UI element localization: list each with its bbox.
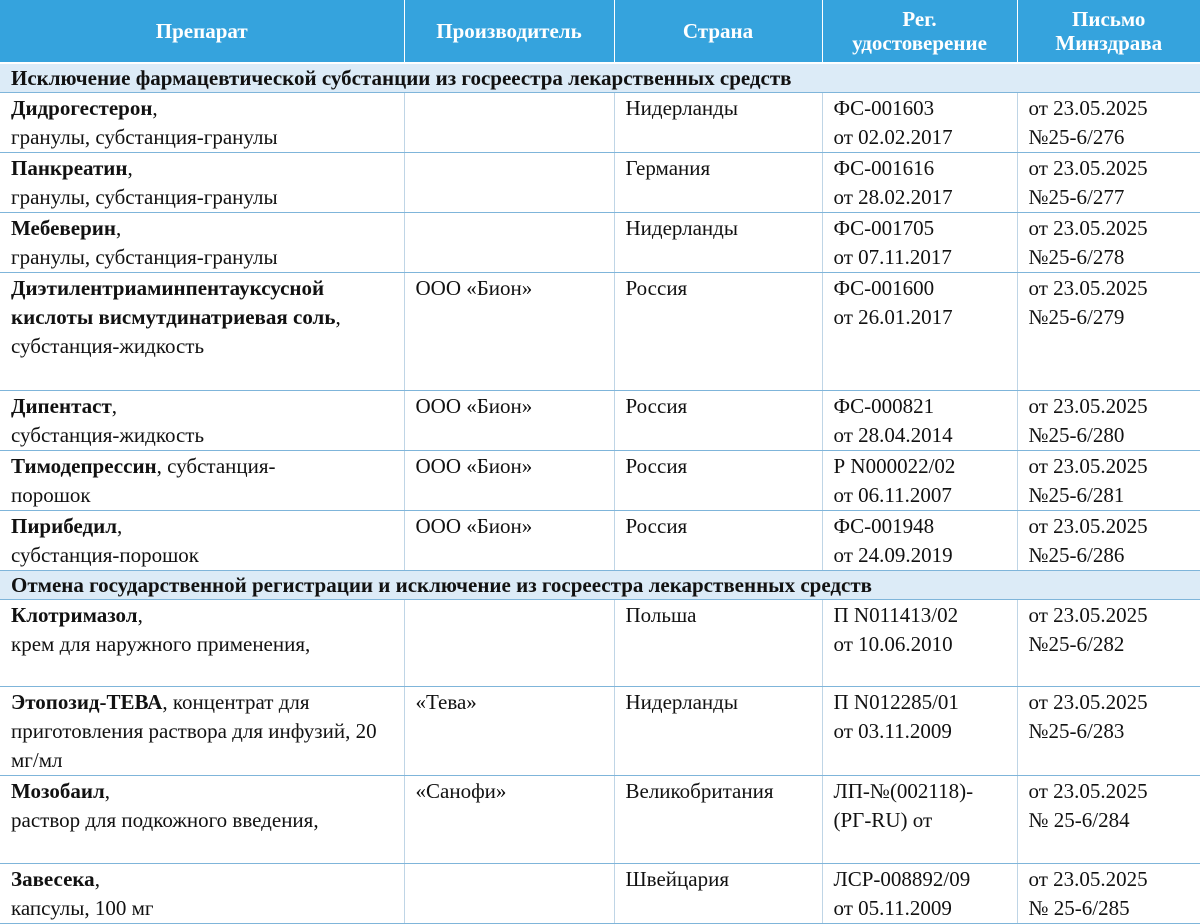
registration-cell: [822, 776, 1017, 864]
registration-cell: [822, 687, 1017, 776]
manufacturer-cell: [404, 600, 614, 687]
registration-cell: [822, 864, 1017, 924]
drug-cell: [0, 511, 404, 571]
letter-date: от 23.05.2025: [1028, 216, 1148, 240]
letter-cell: [1017, 776, 1200, 864]
drug-name: Панкреатин: [11, 156, 128, 180]
header-letter: [1017, 0, 1200, 63]
registration-date: от 24.09.2019: [833, 543, 953, 567]
letter-date: от 23.05.2025: [1028, 156, 1148, 180]
drug-name: Завесека: [11, 867, 95, 891]
registration-cell: [822, 93, 1017, 153]
drug-form: гранулы, субстанция-гранулы: [11, 125, 278, 149]
section-title: Исключение фармацевтической субстанции из госреестра лекарственных средств: [0, 63, 1200, 93]
letter-cell: [1017, 391, 1200, 451]
table-row: [0, 864, 1200, 924]
registration-cell: [822, 213, 1017, 273]
drug-name: Дипентаст: [11, 394, 112, 418]
drug-sep: ,: [104, 779, 110, 803]
table-row: [0, 213, 1200, 273]
registration-number: ФС-001603: [833, 96, 935, 120]
registration-number: ФС-001948: [833, 514, 935, 538]
letter-cell: [1017, 213, 1200, 273]
drug-cell: [0, 391, 404, 451]
drug-cell: [0, 864, 404, 924]
registration-cell: [822, 511, 1017, 571]
drug-form: субстанция-порошок: [11, 543, 200, 567]
letter-number: №25-6/280: [1028, 423, 1125, 447]
registration-date: от 05.11.2009: [833, 896, 952, 920]
drug-form: субстанция-жидкость: [11, 334, 205, 358]
letter-number: №25-6/276: [1028, 125, 1125, 149]
registration-number: ЛП-№(002118)-: [833, 779, 974, 803]
drug-cell: [0, 273, 404, 391]
country-cell: Россия: [614, 391, 822, 451]
table-row: [0, 600, 1200, 687]
country-cell: Нидерланды: [614, 93, 822, 153]
registration-date: от 28.02.2017: [833, 185, 953, 209]
table-row: [0, 687, 1200, 776]
letter-cell: [1017, 864, 1200, 924]
header-drug: Препарат: [0, 0, 404, 63]
letter-number: №25-6/277: [1028, 185, 1125, 209]
manufacturer-cell: ООО «Бион»: [404, 511, 614, 571]
letter-number: №25-6/282: [1028, 632, 1125, 656]
registration-cell: [822, 600, 1017, 687]
letter-date: от 23.05.2025: [1028, 867, 1148, 891]
letter-number: №25-6/283: [1028, 719, 1125, 743]
table-row: [0, 776, 1200, 864]
drug-cell: [0, 213, 404, 273]
manufacturer-cell: [404, 93, 614, 153]
drug-sep: ,: [335, 305, 341, 329]
letter-number: № 25-6/285: [1028, 896, 1130, 920]
drug-sep: ,: [152, 96, 158, 120]
drug-form: гранулы, субстанция-гранулы: [11, 245, 278, 269]
country-cell: Германия: [614, 153, 822, 213]
registration-cell: [822, 391, 1017, 451]
letter-number: №25-6/279: [1028, 305, 1125, 329]
country-cell: Россия: [614, 451, 822, 511]
registration-date: от 06.11.2007: [833, 483, 952, 507]
drug-form: крем для наружного применения,: [11, 632, 311, 656]
table-row: [0, 511, 1200, 571]
manufacturer-cell: «Тева»: [404, 687, 614, 776]
manufacturer-cell: «Санофи»: [404, 776, 614, 864]
table-header-row: [0, 0, 1200, 63]
letter-number: №25-6/281: [1028, 483, 1125, 507]
letter-cell: [1017, 687, 1200, 776]
drug-name: Мозобаил: [11, 779, 105, 803]
manufacturer-cell: [404, 153, 614, 213]
drug-name: Пирибедил: [11, 514, 117, 538]
drug-form: субстанция-жидкость: [11, 423, 205, 447]
letter-cell: [1017, 451, 1200, 511]
manufacturer-cell: ООО «Бион»: [404, 451, 614, 511]
manufacturer-cell: [404, 864, 614, 924]
registration-date: от 28.04.2014: [833, 423, 953, 447]
drug-form: порошок: [11, 483, 91, 507]
letter-cell: [1017, 273, 1200, 391]
registration-number: П N011413/02: [833, 603, 959, 627]
header-registration-line2: удостоверение: [852, 31, 987, 55]
registration-cell: [822, 153, 1017, 213]
registration-date: (РГ-RU) от: [833, 808, 933, 832]
registration-date: от 26.01.2017: [833, 305, 953, 329]
table-row: [0, 153, 1200, 213]
drug-sep: , субстанция-: [156, 454, 276, 478]
registration-number: П N012285/01: [833, 690, 959, 714]
drug-cell: [0, 451, 404, 511]
drug-form: капсулы, 100 мг: [11, 896, 154, 920]
registration-date: от 02.02.2017: [833, 125, 953, 149]
country-cell: Великобритания: [614, 776, 822, 864]
letter-cell: [1017, 153, 1200, 213]
letter-cell: [1017, 600, 1200, 687]
letter-date: от 23.05.2025: [1028, 276, 1148, 300]
table-row: [0, 273, 1200, 391]
registration-date: от 07.11.2017: [833, 245, 952, 269]
letter-date: от 23.05.2025: [1028, 603, 1148, 627]
table-row: [0, 93, 1200, 153]
registration-date: от 10.06.2010: [833, 632, 953, 656]
drug-cell: [0, 687, 404, 776]
letter-date: от 23.05.2025: [1028, 454, 1148, 478]
drug-form: гранулы, субстанция-гранулы: [11, 185, 278, 209]
drug-sep: ,: [111, 394, 118, 418]
registration-cell: [822, 451, 1017, 511]
country-cell: Россия: [614, 273, 822, 391]
section-row: [0, 63, 1200, 93]
drug-cell: [0, 776, 404, 864]
table-row: [0, 451, 1200, 511]
country-cell: Нидерланды: [614, 687, 822, 776]
registration-date: от 03.11.2009: [833, 719, 952, 743]
drug-name: Этопозид-ТЕВА: [11, 690, 163, 714]
registration-number: ФС-001616: [833, 156, 935, 180]
drug-name: Тимодепрессин: [11, 454, 157, 478]
country-cell: Нидерланды: [614, 213, 822, 273]
country-cell: Швейцария: [614, 864, 822, 924]
drug-name: Клотримазол: [11, 603, 138, 627]
drug-name: Дидрогестерон: [11, 96, 153, 120]
header-registration-line1: Рег.: [902, 7, 937, 31]
header-manufacturer: Производитель: [404, 0, 614, 63]
drug-form: приготовления раствора для инфузий, 20 мг/мл: [11, 719, 377, 772]
letter-number: №25-6/286: [1028, 543, 1125, 567]
letter-date: от 23.05.2025: [1028, 779, 1148, 803]
drug-sep: ,: [115, 216, 122, 240]
country-cell: Россия: [614, 511, 822, 571]
section-title: Отмена государственной регистрации и исключение из госреестра лекарственных средств: [0, 571, 1200, 600]
drug-cell: [0, 93, 404, 153]
drug-sep: , концентрат для: [162, 690, 310, 714]
header-letter-line2: Минздрава: [1055, 31, 1163, 55]
registration-number: Р N000022/02: [833, 454, 956, 478]
drug-name: Мебеверин: [11, 216, 116, 240]
header-letter-line1: Письмо: [1072, 7, 1146, 31]
section-row: [0, 571, 1200, 600]
drug-sep: ,: [94, 867, 100, 891]
registration-number: ФС-001705: [833, 216, 935, 240]
manufacturer-cell: ООО «Бион»: [404, 273, 614, 391]
drug-sep: ,: [137, 603, 143, 627]
header-country: Страна: [614, 0, 822, 63]
drug-sep: ,: [127, 156, 133, 180]
drug-sep: ,: [116, 514, 123, 538]
letter-number: №25-6/278: [1028, 245, 1125, 269]
registration-number: ФС-001600: [833, 276, 935, 300]
drug-cell: [0, 153, 404, 213]
registration-number: ФС-000821: [833, 394, 935, 418]
drug-cell: [0, 600, 404, 687]
country-cell: Польша: [614, 600, 822, 687]
letter-number: № 25-6/284: [1028, 808, 1130, 832]
letter-cell: [1017, 511, 1200, 571]
letter-date: от 23.05.2025: [1028, 96, 1148, 120]
header-registration: [822, 0, 1017, 63]
drug-form: раствор для подкожного введения,: [11, 808, 319, 832]
registration-cell: [822, 273, 1017, 391]
letter-cell: [1017, 93, 1200, 153]
letter-date: от 23.05.2025: [1028, 394, 1148, 418]
manufacturer-cell: ООО «Бион»: [404, 391, 614, 451]
drug-name: Диэтилентриаминпентауксусной кислоты висмутдинатриевая соль: [11, 276, 336, 329]
manufacturer-cell: [404, 213, 614, 273]
letter-date: от 23.05.2025: [1028, 690, 1148, 714]
registration-number: ЛСР-008892/09: [833, 867, 971, 891]
letter-date: от 23.05.2025: [1028, 514, 1148, 538]
table-row: [0, 391, 1200, 451]
